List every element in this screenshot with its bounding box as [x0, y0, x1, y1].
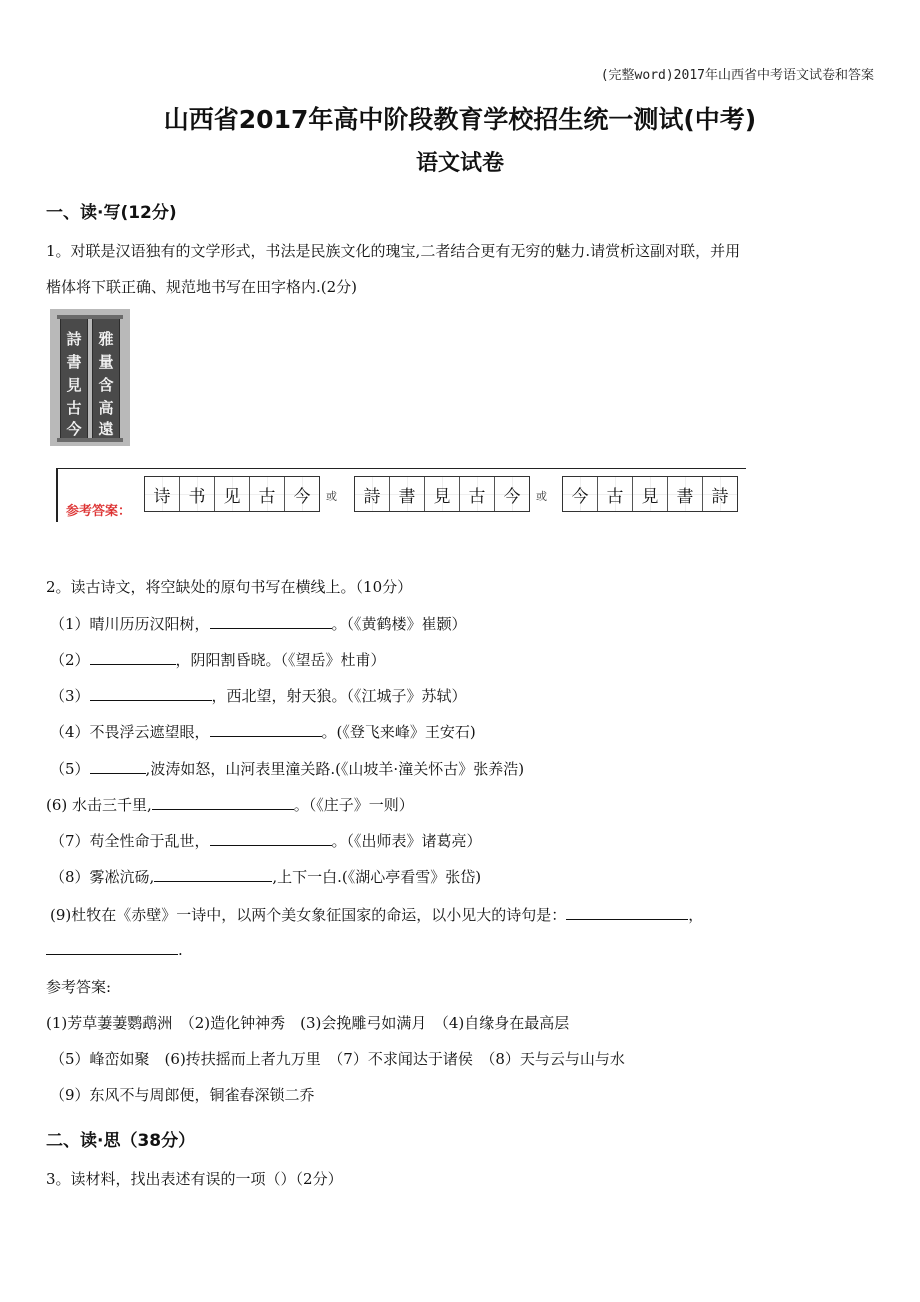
answer-blank[interactable]: [210, 722, 322, 737]
grid-cell: 古: [598, 477, 633, 511]
couplet-char: 遠: [98, 420, 114, 438]
answer-blank[interactable]: [90, 759, 146, 774]
page-subtitle: 语文试卷: [415, 151, 504, 176]
grid-cell: 詩: [703, 477, 737, 511]
q1-text-line1: 1。对联是汉语独有的文学形式，书法是民族文化的瑰宝,二者结合更有无穷的魅力.请赏析这副对联，并用: [46, 242, 741, 260]
couplet-char: 含: [98, 376, 114, 394]
couplet-left-scroll: [60, 317, 88, 440]
couplet-char: 今: [66, 420, 82, 438]
grid-cell: 見: [633, 477, 668, 511]
couplet-char: 高: [98, 399, 114, 417]
q2-item-4: （4）不畏浮云遮望眼， 。(《登飞来峰》王安石): [50, 723, 476, 741]
q2-item-6: (6) 水击三千里, 。（《庄子》一则）: [46, 796, 414, 814]
answer-blank[interactable]: [154, 867, 272, 882]
q1-answer-strip: [56, 464, 746, 522]
q2-answer-label: 参考答案:: [46, 978, 112, 996]
q2-item-5: （5） ,波涛如怒，山河表里潼关路.(《山坡羊·潼关怀古》张养浩): [50, 760, 525, 778]
grid-cell: 見: [425, 477, 460, 511]
couplet-char: 雅: [98, 330, 114, 348]
grid-cell: 古: [250, 477, 285, 511]
couplet-image: [50, 309, 130, 446]
grid-cell: 古: [460, 477, 495, 511]
q2-answer-line1: (1)芳草萋萋鹦鹉洲 （2)造化钟神秀 (3)会挽雕弓如满月 （4)自缘身在最高层: [46, 1014, 570, 1032]
q3-text: 3。读材料，找出表述有误的一项（）（2分）: [46, 1170, 343, 1188]
couplet-char: 詩: [66, 330, 82, 348]
q2-answer-line2: （5）峰峦如聚 (6)抟扶摇而上者九万里 （7）不求闻达于诸侯 （8）天与云与山与水: [50, 1050, 625, 1068]
q2-intro: 2。读古诗文，将空缺处的原句书写在横线上。（10分）: [46, 578, 413, 596]
tianzige-grid-3: [562, 476, 738, 512]
grid-cell: 见: [215, 477, 250, 511]
q1-text-line2: 楷体将下联正确、规范地书写在田字格内.(2分): [46, 278, 358, 296]
couplet-char: 量: [98, 353, 114, 371]
q2-item-2: （2） ，阴阳割昏晓。（《望岳》杜甫）: [50, 651, 386, 669]
couplet-right-scroll: [92, 317, 120, 440]
tianzige-grid-1: [144, 476, 320, 512]
q2-item-9-cont: .: [46, 940, 183, 959]
answer-blank[interactable]: [566, 905, 688, 920]
or-word: 或: [326, 490, 337, 503]
grid-cell: 诗: [145, 477, 180, 511]
document-header: (完整word)2017年山西省中考语文试卷和答案: [600, 68, 874, 83]
couplet-char: 書: [66, 353, 82, 371]
grid-cell: 今: [285, 477, 319, 511]
q2-item-7: （7）苟全性命于乱世， 。（《出师表》诸葛亮）: [50, 832, 482, 850]
couplet-char: 古: [66, 399, 82, 417]
answer-blank[interactable]: [152, 795, 294, 810]
q2-item-9: (9)杜牧在《赤壁》一诗中，以两个美女象征国家的命运，以小见大的诗句是： ，: [50, 906, 704, 924]
q2-answer-line3: （9）东风不与周郎便，铜雀春深锁二乔: [50, 1086, 315, 1104]
answer-blank[interactable]: [90, 686, 212, 701]
answer-blank[interactable]: [210, 831, 332, 846]
section-heading-2: 二、读·思（38分）: [46, 1131, 196, 1151]
q2-item-3: （3） ，西北望，射天狼。（《江城子》苏轼）: [50, 687, 467, 705]
answer-label: 参考答案：: [66, 504, 132, 519]
couplet-char: 見: [66, 376, 82, 394]
grid-cell: 今: [495, 477, 529, 511]
grid-cell: 今: [563, 477, 598, 511]
q2-item-1: （1）晴川历历汉阳树， 。（《黄鹤楼》崔颢）: [50, 615, 467, 633]
answer-blank[interactable]: [210, 614, 332, 629]
grid-cell: 書: [390, 477, 425, 511]
answer-blank[interactable]: [46, 940, 178, 955]
section-heading-1: 一、读·写(12分): [46, 203, 177, 223]
or-word: 或: [536, 490, 547, 503]
tianzige-grid-2: [354, 476, 530, 512]
grid-cell: 书: [180, 477, 215, 511]
grid-cell: 書: [668, 477, 703, 511]
grid-cell: 詩: [355, 477, 390, 511]
q2-item-8: （8）雾凇沆砀, ,上下一白.(《湖心亭看雪》张岱): [50, 868, 482, 886]
page-title: 山西省2017年高中阶段教育学校招生统一测试(中考): [163, 105, 757, 134]
answer-blank[interactable]: [90, 650, 176, 665]
